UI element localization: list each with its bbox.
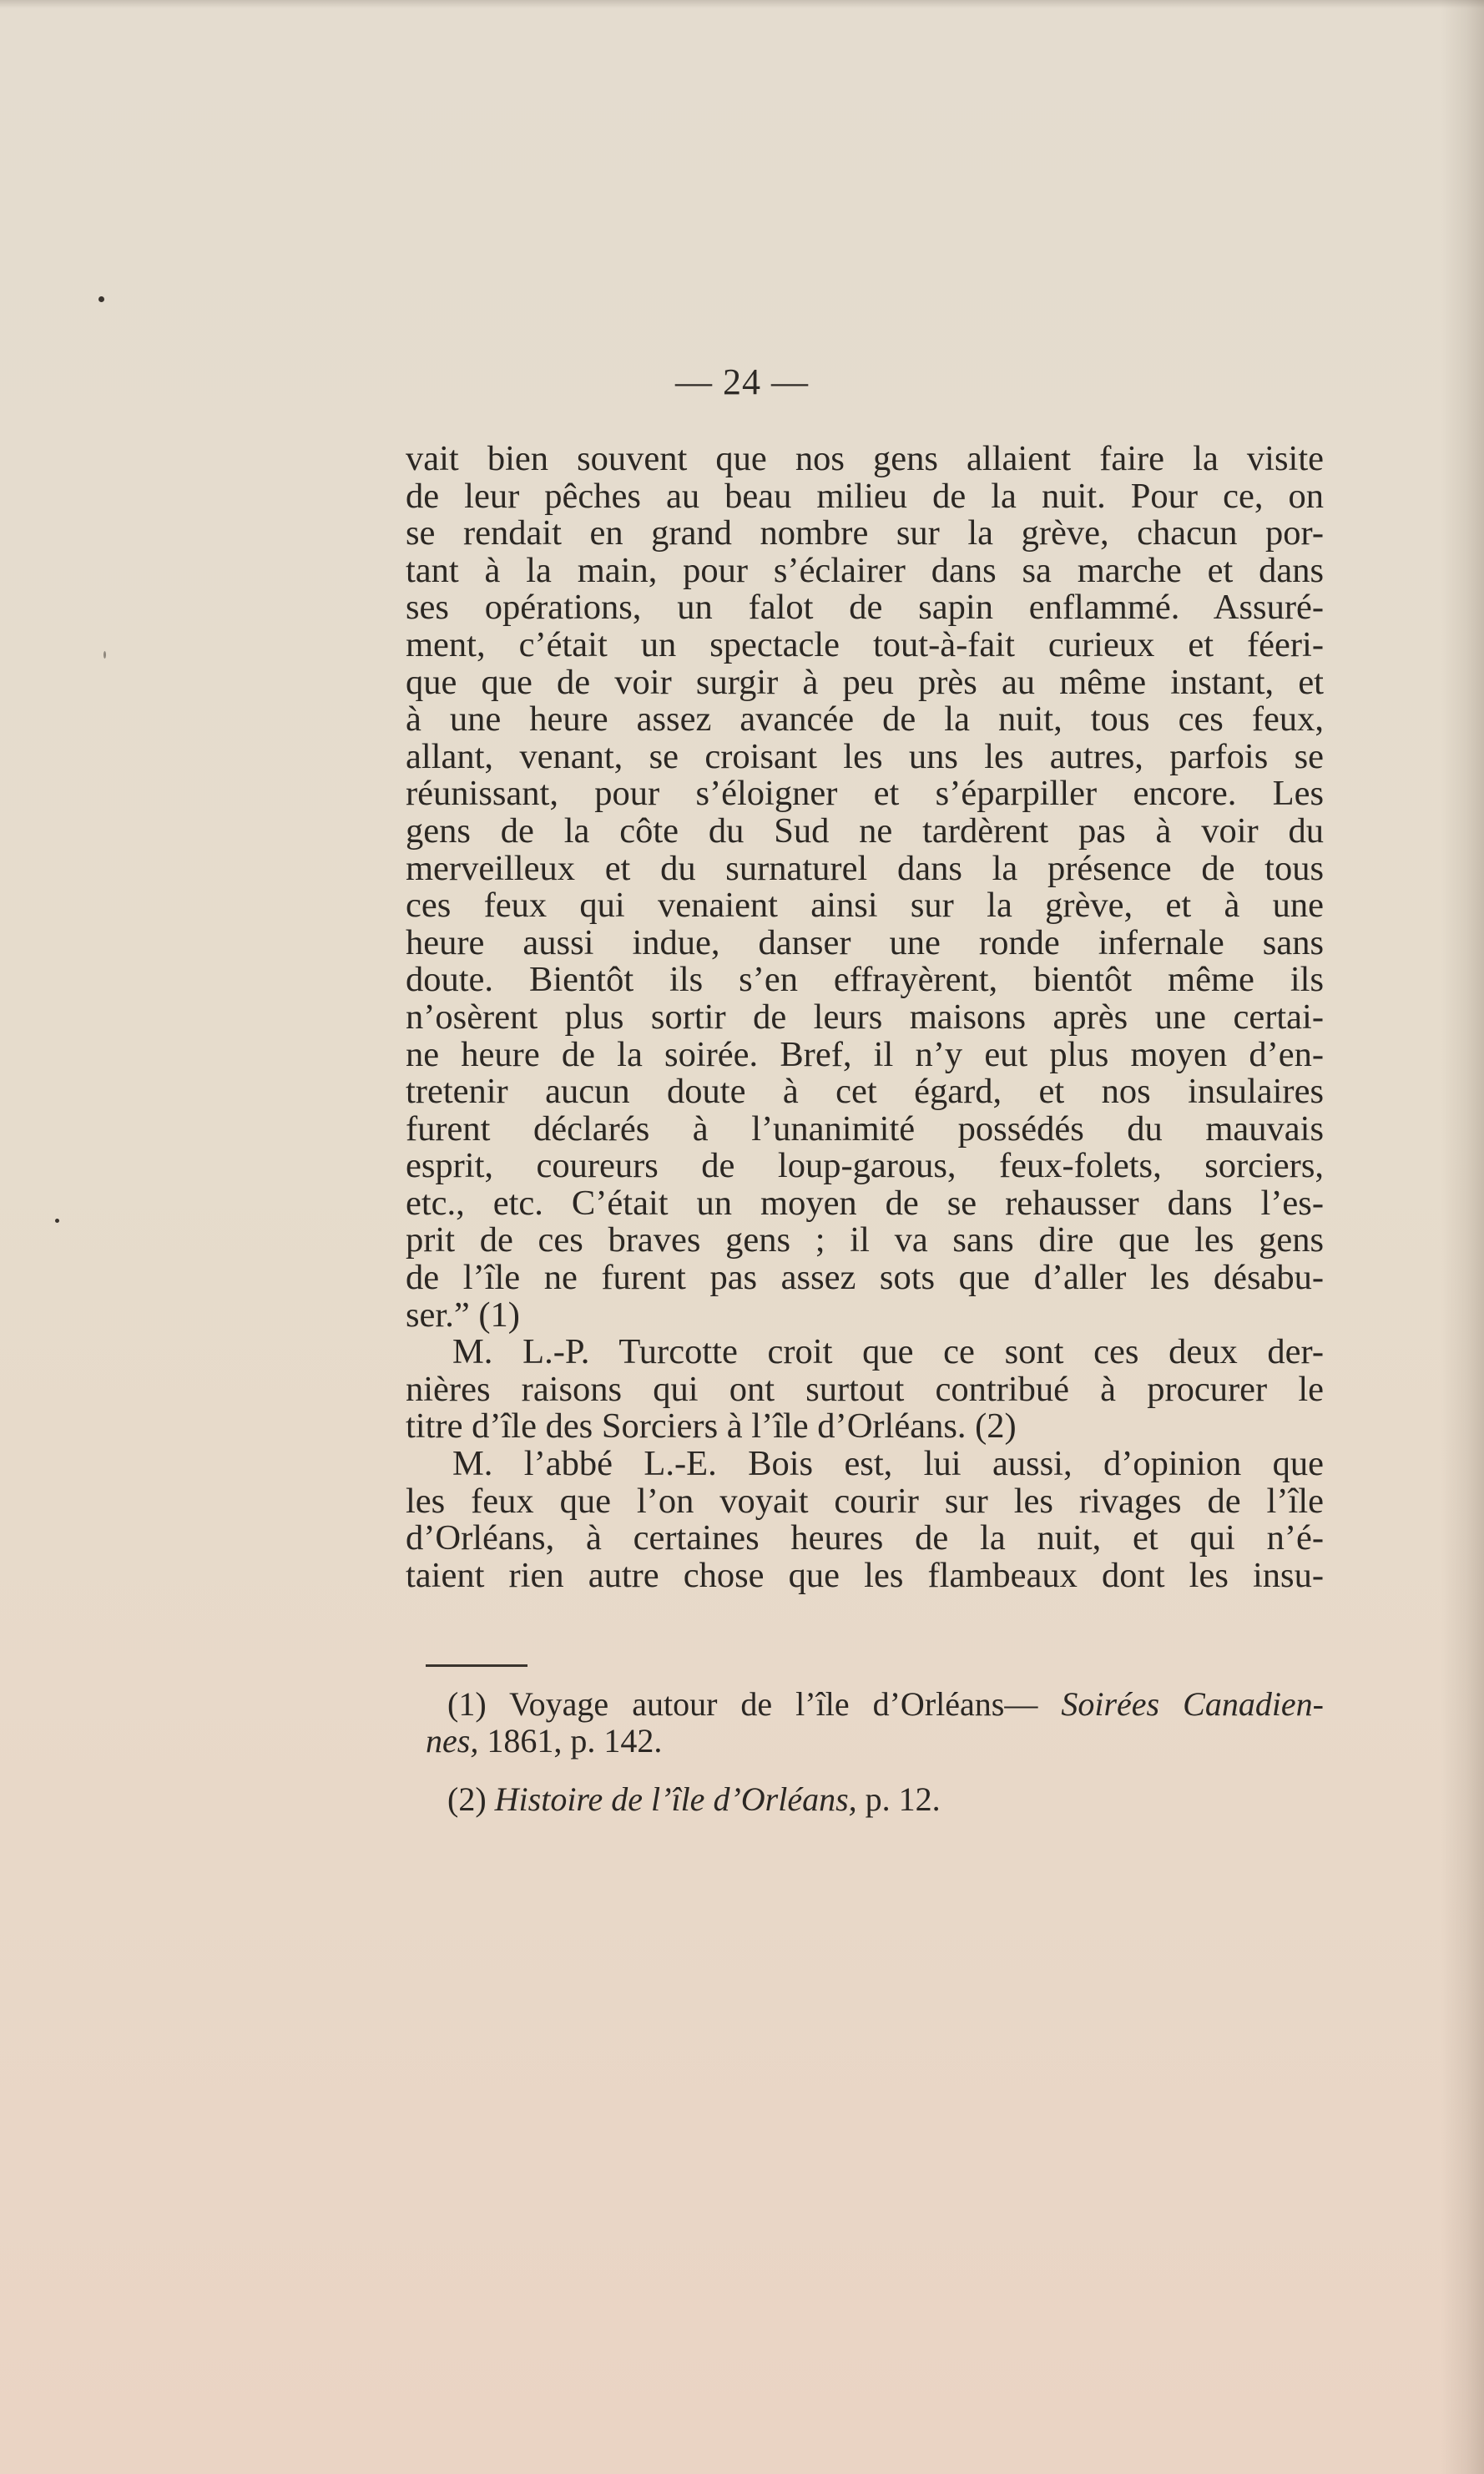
text-line: etc., etc. C’était un moyen de se rehausser dans l’es- [406,1183,1324,1223]
text-line: ne heure de la soirée. Bref, il n’y eut plus moyen d’en- [406,1034,1324,1074]
text-line: que que de voir surgir à peu près au même instant, et [406,662,1324,702]
paper-speck [98,296,104,302]
text-line: furent déclarés à l’unanimité possédés du mauvais [406,1108,1324,1149]
text-line: gens de la côte du Sud ne tardèrent pas à voir du [406,810,1324,851]
footnote-2-title: Histoire de l’île d’Orléans, [494,1780,857,1818]
text-line: se rendait en grand nombre sur la grève, chacun por- [406,513,1324,553]
footnotes [426,1685,1325,1818]
text-line: merveilleux et du surnaturel dans la présence de tous [406,848,1324,888]
text-line: tretenir aucun doute à cet égard, et nos insulaires [406,1072,1324,1112]
page-number: — 24 — [675,361,809,402]
text-line: tant à la main, pour s’éclairer dans sa marche et dans [406,550,1324,590]
body-text [406,441,1324,1594]
text-line: ser.” (1) [406,1295,520,1335]
footnote-2-number: (2) [447,1780,495,1818]
text-line: titre d’île des Sorciers à l’île d’Orléans. (2) [406,1406,1017,1447]
text-line: prit de ces braves gens ; il va sans dire que les gens [406,1220,1324,1260]
footnote-1-title: Soirées Canadien- [1061,1685,1325,1723]
page-top-shadow [0,0,1484,8]
paper-speck [103,651,106,659]
text-line: allant, venant, se croisant les uns les autres, parfois se [406,736,1324,776]
paper-speck [55,1219,59,1223]
footnote-1 [447,1686,1324,1723]
text-line: ment, c’était un spectacle tout-à-fait curieux et féeri- [406,624,1324,664]
text-line: les feux que l’on voyait courir sur les rivages de l’île [406,1481,1324,1521]
text-line: à une heure assez avancée de la nuit, tous ces feux, [406,699,1324,740]
text-line: nières raisons qui ont surtout contribué à procurer le [406,1369,1324,1409]
text-line: de leur pêches au beau milieu de la nuit. Pour ce, on [406,476,1324,516]
text-line: n’osèrent plus sortir de leurs maisons après une certai- [406,997,1324,1037]
footnote-2-citation: p. 12. [856,1780,941,1818]
text-line: réunissant, pour s’éloigner et s’éparpiller encore. Les [406,774,1324,814]
footnote-2 [447,1781,1324,1818]
text-line: vait bien souvent que nos gens allaient faire la visite [406,439,1324,478]
text-line: d’Orléans, à certaines heures de la nuit, et qui n’é- [406,1518,1324,1558]
paragraph-start-line: M. L.-P. Turcotte croit que ce sont ces deux der- [452,1332,1324,1372]
footnote-1-text: (1) Voyage autour de l’île d’Orléans— [447,1685,1062,1723]
footnote-1-citation: 1861, p. 142. [478,1722,663,1760]
paragraph-start-line: M. l’abbé L.-E. Bois est, lui aussi, d’opinion que [452,1444,1324,1484]
text-line: ses opérations, un falot de sapin enflammé. Assuré- [406,588,1324,628]
text-line: esprit, coureurs de loup-garous, feux-folets, sorciers, [406,1146,1324,1186]
footnote-separator [426,1664,527,1667]
text-line: heure aussi indue, danser une ronde infernale sans [406,922,1324,962]
text-line: de l’île ne furent pas assez sots que d’aller les désabu- [406,1258,1324,1298]
footnote-1-title-cont: nes, [426,1722,479,1760]
text-line: taient rien autre chose que les flambeaux dont les insu- [406,1555,1324,1595]
footnote-1-continued [426,1723,1324,1760]
text-line: doute. Bientôt ils s’en effrayèrent, bientôt même ils [406,960,1324,1000]
text-line: ces feux qui venaient ainsi sur la grève, et à une [406,886,1324,926]
